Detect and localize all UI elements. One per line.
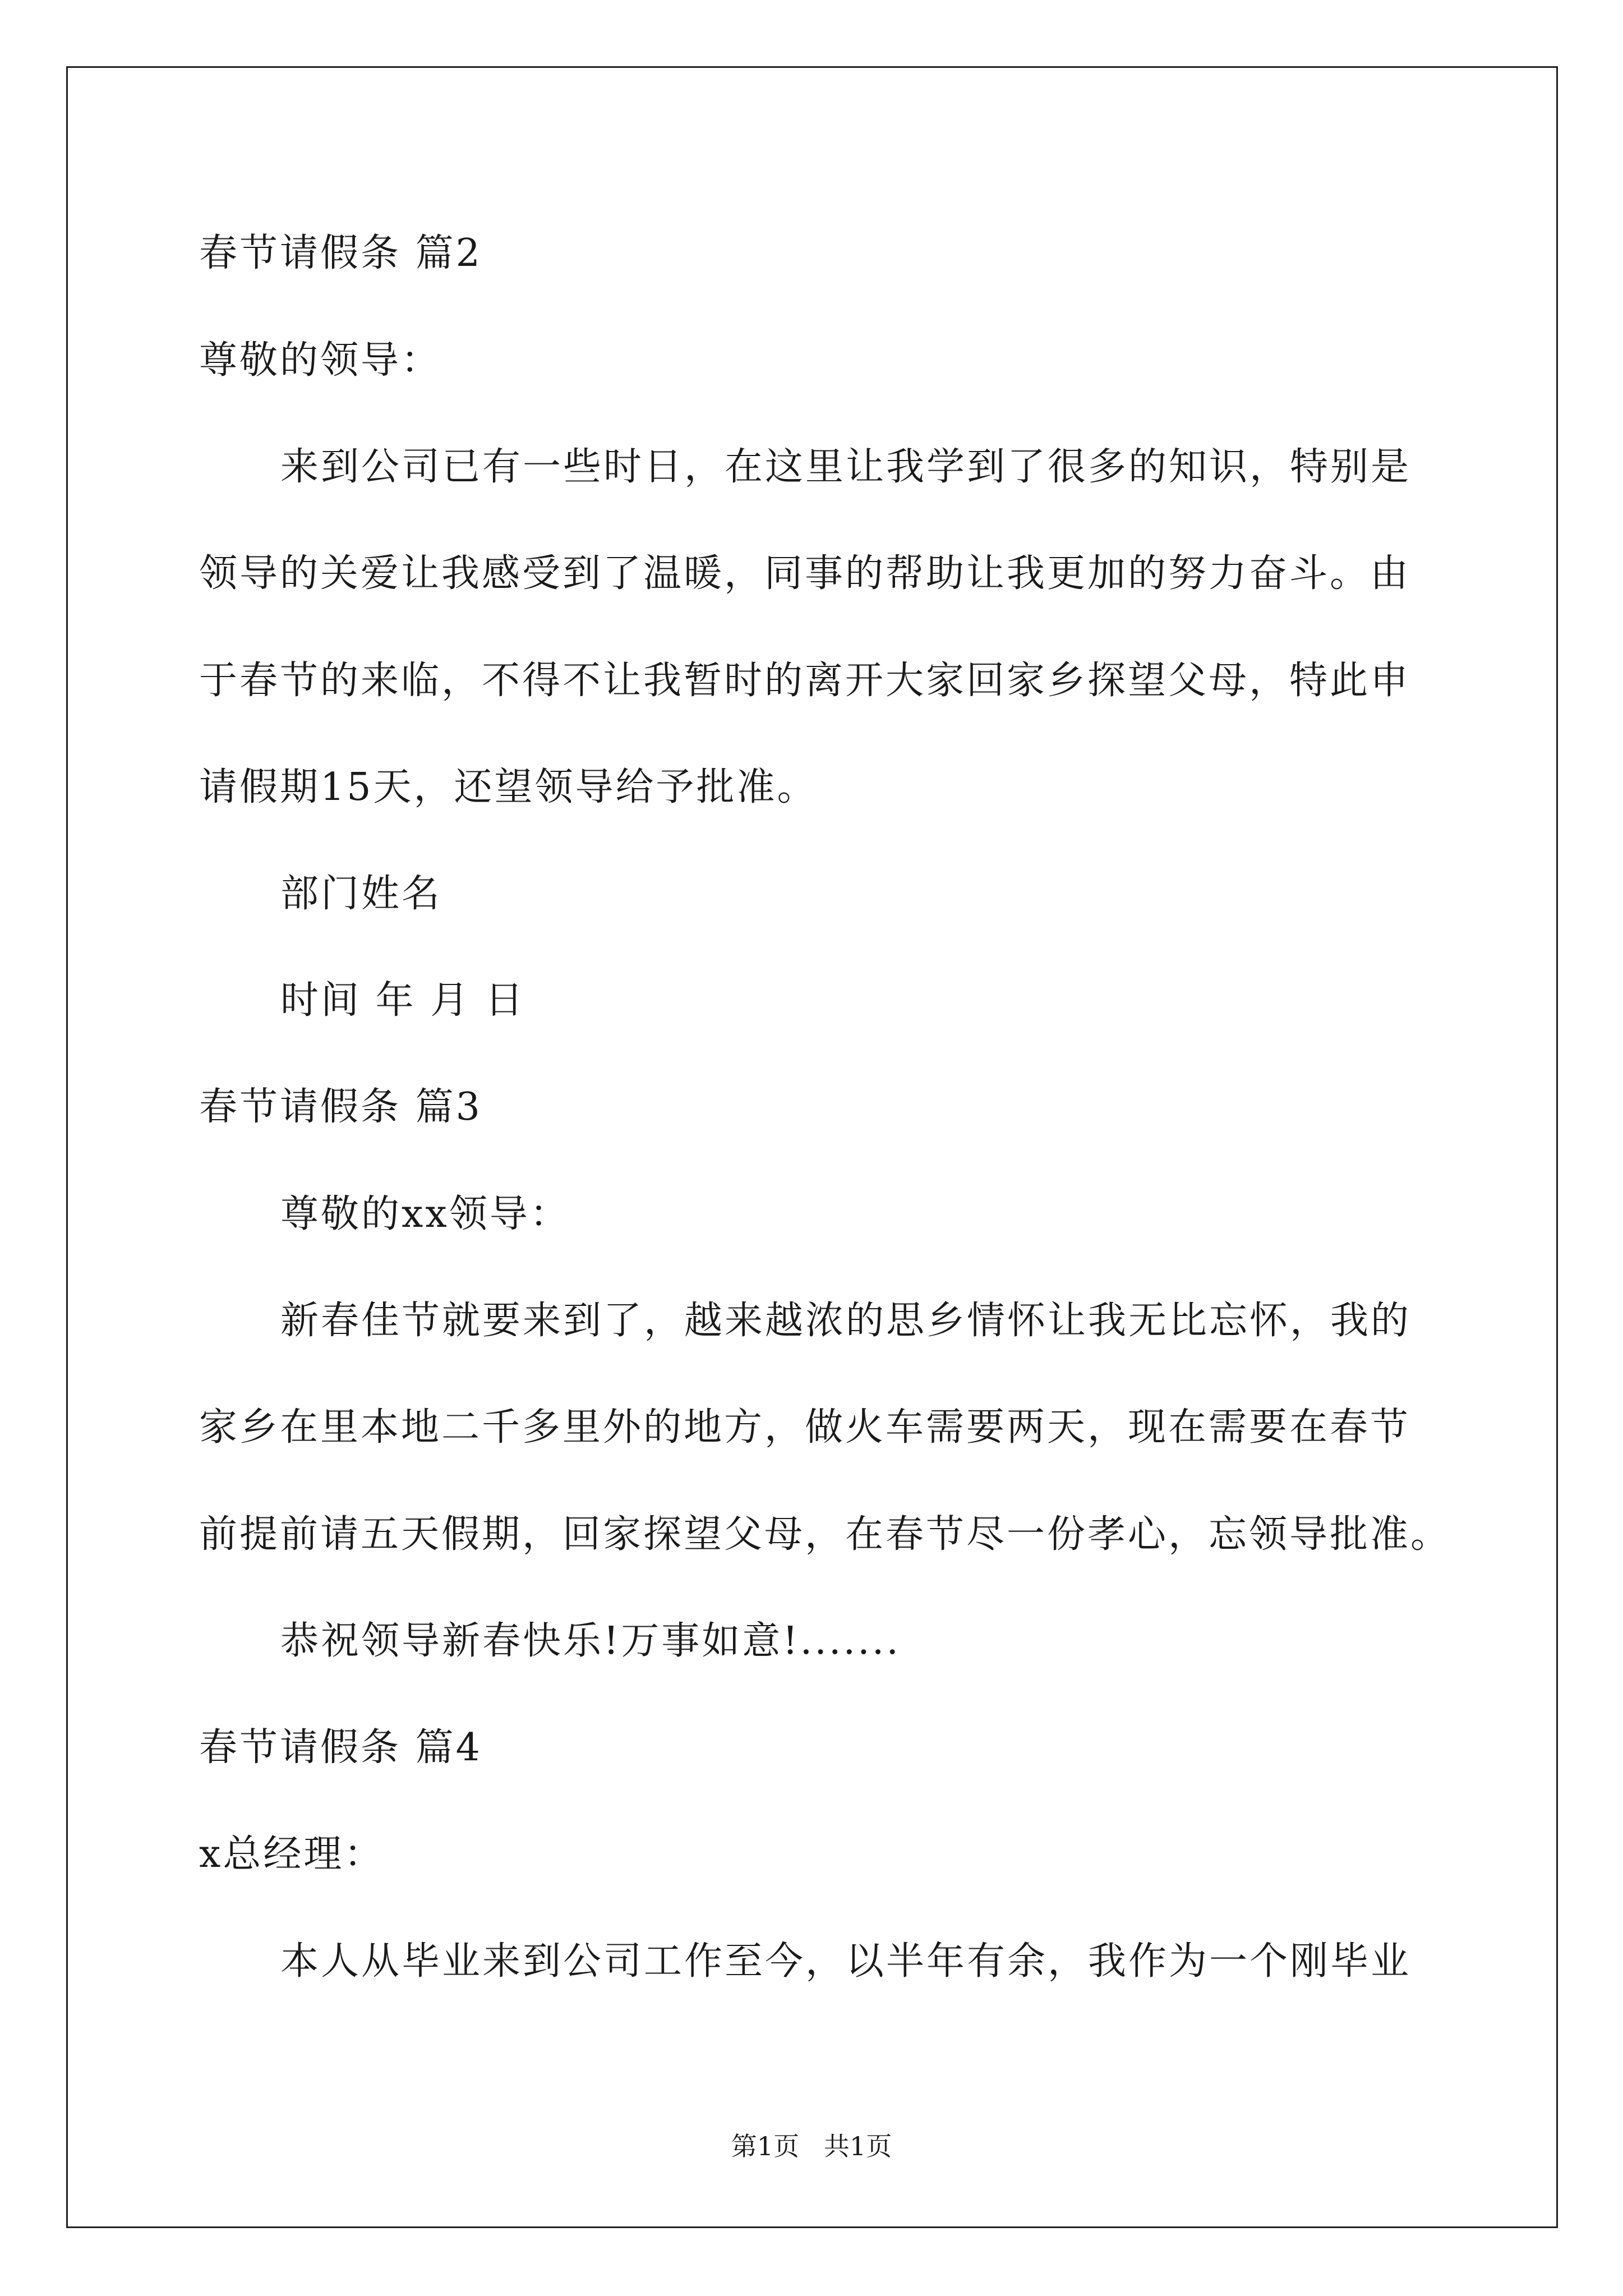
paragraph-line: 于春节的来临，不得不让我暂时的离开大家回家乡探望父母，特此申 (199, 659, 1411, 703)
salutation: 尊敬的领导： (199, 338, 442, 383)
paragraph-line: 本人从毕业来到公司工作至今，以半年有余，我作为一个刚毕业 (280, 1939, 1412, 1984)
paragraph-line: 领导的关爱让我感受到了温暖，同事的帮助让我更加的努力奋斗。由 (199, 551, 1411, 596)
heading-section-2: 春节请假条 篇2 (199, 231, 482, 275)
paragraph-line: 来到公司已有一些时日，在这里让我学到了很多的知识，特别是 (280, 445, 1412, 489)
heading-section-4: 春节请假条 篇4 (199, 1726, 482, 1770)
page-border (66, 66, 1558, 2228)
closing-greeting: 恭祝领导新春快乐!万事如意!....... (280, 1619, 901, 1663)
paragraph-line: 前提前请五天假期，回家探望父母，在春节尽一份孝心，忘领导批准。 (199, 1512, 1451, 1557)
page-number: 第1页 共1页 (731, 2131, 892, 2161)
paragraph-line: 新春佳节就要来到了，越来越浓的思乡情怀让我无比忘怀，我的 (280, 1299, 1412, 1343)
signature-date: 时间 年 月 日 (280, 978, 525, 1023)
paragraph-line: 请假期15天，还望领导给予批准。 (199, 765, 818, 809)
salutation: x总经理： (199, 1832, 385, 1876)
heading-section-3: 春节请假条 篇3 (199, 1085, 482, 1129)
paragraph-line: 家乡在里本地二千多里外的地方，做火车需要两天，现在需要在春节 (199, 1405, 1411, 1450)
signature-department: 部门姓名 (280, 872, 442, 916)
salutation: 尊敬的xx领导： (280, 1192, 570, 1236)
